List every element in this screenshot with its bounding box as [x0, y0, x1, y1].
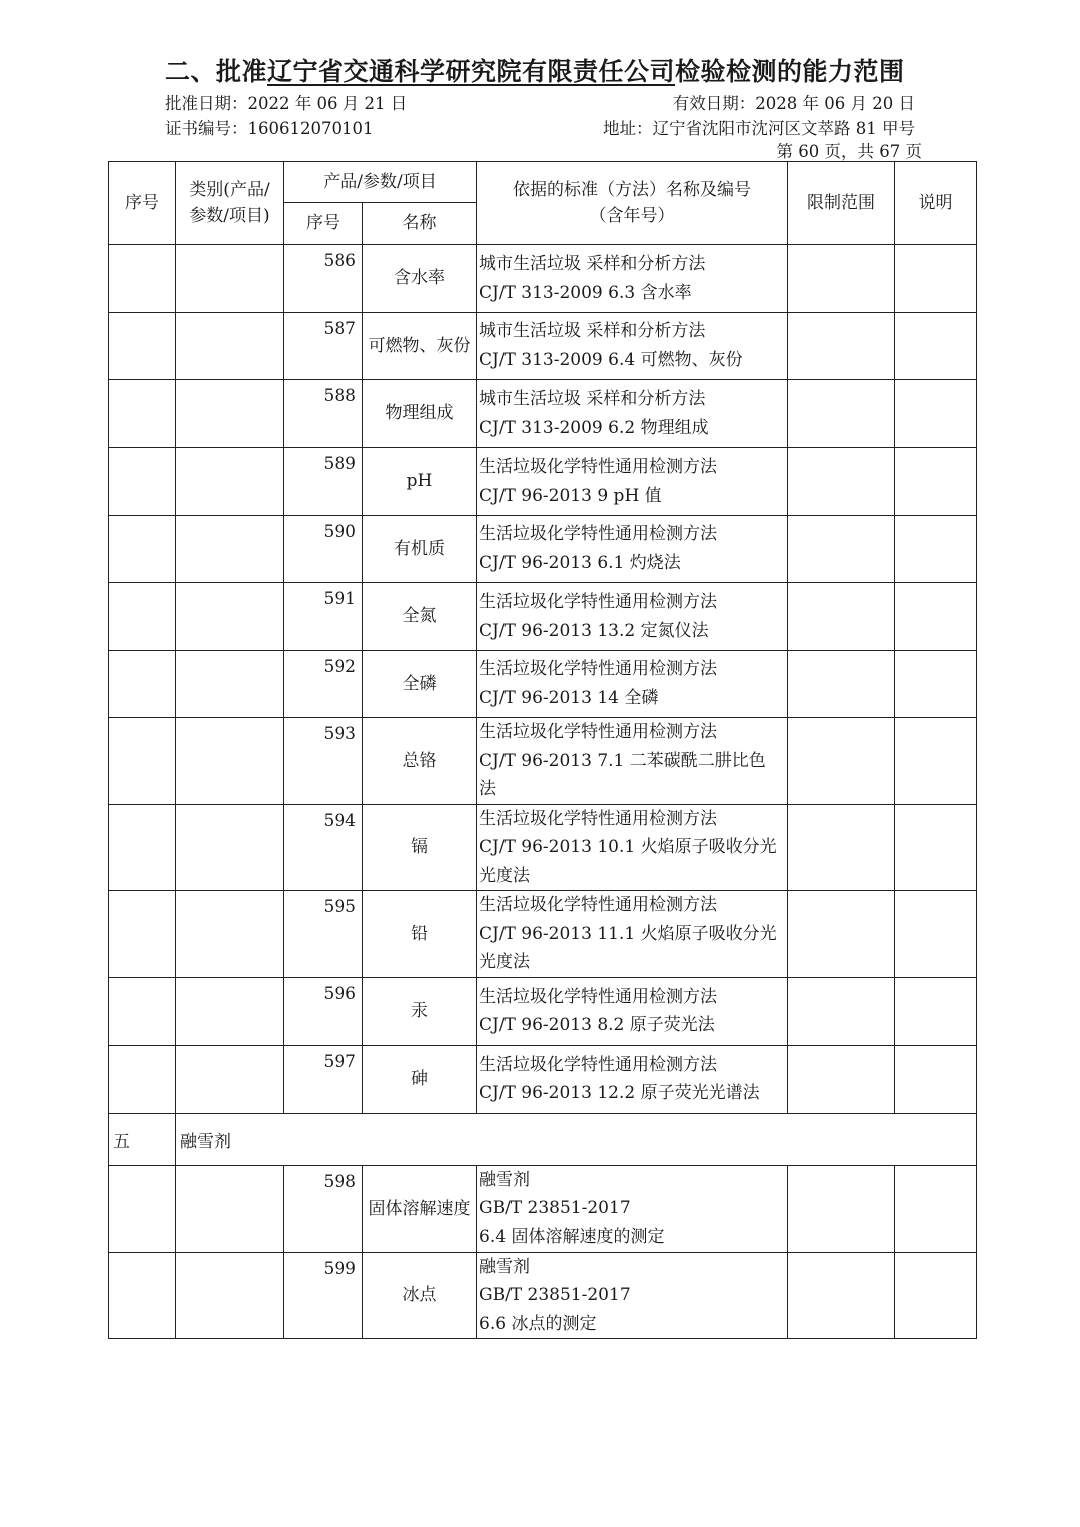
header-seq: 序号 [109, 162, 176, 245]
cat-seq-cell [109, 977, 176, 1045]
standard-cell [477, 977, 788, 1045]
category-cell [176, 313, 284, 380]
category-cell [176, 804, 284, 891]
standard-cell [477, 804, 788, 891]
limit-cell [788, 1165, 895, 1252]
standard-cell [477, 891, 788, 978]
item-number: 594 [284, 804, 363, 891]
item-name: 汞 [363, 977, 477, 1045]
cat-seq-cell [109, 245, 176, 313]
category-cell [176, 718, 284, 805]
cat-seq-cell [109, 718, 176, 805]
limit-cell [788, 380, 895, 448]
note-cell [895, 977, 977, 1045]
cat-seq-cell [109, 380, 176, 448]
section-number: 五 [109, 1113, 176, 1165]
item-name: 冰点 [363, 1252, 477, 1339]
category-cell [176, 651, 284, 718]
limit-cell [788, 651, 895, 718]
certificate-number: 证书编号：160612070101 [165, 119, 374, 138]
note-cell [895, 718, 977, 805]
item-name: 含水率 [363, 245, 477, 313]
standard-line: 光度法 [479, 865, 530, 886]
standard-line: 生活垃圾化学特性通用检测方法 [479, 895, 717, 916]
standard-line: CJ/T 96-2013 13.2 定氮仪法 [479, 620, 709, 641]
cat-seq-cell [109, 313, 176, 380]
item-number: 591 [284, 583, 363, 651]
note-cell [895, 1252, 977, 1339]
table-row [109, 583, 977, 651]
category-cell [176, 891, 284, 978]
table-row [109, 1045, 977, 1113]
limit-cell [788, 245, 895, 313]
standard-line: CJ/T 313-2009 6.3 含水率 [479, 282, 692, 303]
category-cell [176, 1045, 284, 1113]
standard-cell [477, 583, 788, 651]
standard-line: 融雪剂 [479, 1256, 530, 1277]
table-row [109, 718, 977, 805]
standard-line: 生活垃圾化学特性通用检测方法 [479, 591, 717, 612]
standard-line: 生活垃圾化学特性通用检测方法 [479, 1054, 717, 1075]
note-cell [895, 1165, 977, 1252]
standard-line: 6.4 固体溶解速度的测定 [479, 1227, 665, 1248]
note-cell [895, 313, 977, 380]
standard-line: 城市生活垃圾 采样和分析方法 [479, 321, 706, 342]
table-row [109, 651, 977, 718]
category-cell [176, 448, 284, 516]
table-row [109, 448, 977, 516]
standard-cell [477, 448, 788, 516]
item-name: 镉 [363, 804, 477, 891]
standard-line: CJ/T 96-2013 10.1 火焰原子吸收分光 [479, 837, 777, 858]
capability-table [108, 161, 977, 1339]
note-cell [895, 651, 977, 718]
header-standard [477, 162, 788, 245]
item-number: 588 [284, 380, 363, 448]
category-cell [176, 380, 284, 448]
cat-seq-cell [109, 448, 176, 516]
standard-line: CJ/T 96-2013 6.1 灼烧法 [479, 553, 681, 573]
note-cell [895, 804, 977, 891]
category-cell [176, 1252, 284, 1339]
note-cell [895, 245, 977, 313]
standard-line: 生活垃圾化学特性通用检测方法 [479, 456, 717, 477]
standard-line: CJ/T 313-2009 6.2 物理组成 [479, 417, 709, 438]
standard-line: 融雪剂 [479, 1169, 530, 1190]
cat-seq-cell [109, 1252, 176, 1339]
item-number: 592 [284, 651, 363, 718]
standard-line: GB/T 23851-2017 [479, 1285, 631, 1306]
item-name: pH [363, 448, 477, 516]
document-title [165, 52, 925, 88]
cat-seq-cell [109, 651, 176, 718]
valid-date: 有效日期：2028 年 06 月 20 日 [672, 94, 915, 113]
standard-line: 法 [479, 779, 496, 800]
category-cell [176, 583, 284, 651]
header-sub-name: 名称 [363, 203, 477, 245]
note-cell [895, 516, 977, 583]
item-number: 598 [284, 1165, 363, 1252]
limit-cell [788, 516, 895, 583]
standard-line: CJ/T 96-2013 8.2 原子荧光法 [479, 1015, 715, 1036]
standard-cell [477, 245, 788, 313]
table-row [109, 516, 977, 583]
category-cell [176, 245, 284, 313]
limit-cell [788, 1045, 895, 1113]
cat-seq-cell [109, 1045, 176, 1113]
item-name: 铅 [363, 891, 477, 978]
standard-line: 城市生活垃圾 采样和分析方法 [479, 388, 706, 409]
standard-cell [477, 1165, 788, 1252]
table-row [109, 380, 977, 448]
category-cell [176, 516, 284, 583]
standard-cell [477, 313, 788, 380]
standard-cell [477, 380, 788, 448]
limit-cell [788, 977, 895, 1045]
note-cell [895, 1045, 977, 1113]
standard-line: 生活垃圾化学特性通用检测方法 [479, 808, 717, 829]
standard-line: CJ/T 96-2013 9 pH 值 [479, 485, 662, 506]
limit-cell [788, 448, 895, 516]
section-name: 融雪剂 [176, 1113, 977, 1165]
item-name: 砷 [363, 1045, 477, 1113]
standard-cell [477, 1252, 788, 1339]
note-cell [895, 583, 977, 651]
standard-line: CJ/T 96-2013 11.1 火焰原子吸收分光 [479, 923, 777, 944]
standard-line: 光度法 [479, 952, 530, 973]
table-row [109, 804, 977, 891]
item-name: 固体溶解速度 [363, 1165, 477, 1252]
header-standard-text: 依据的标准（方法）名称及编号（含年号） [513, 179, 751, 226]
title-organization: 辽宁省交通科学研究院有限责任公司 [267, 57, 676, 86]
table-row [109, 1252, 977, 1339]
item-number: 599 [284, 1252, 363, 1339]
item-name: 有机质 [363, 516, 477, 583]
section-row [109, 1113, 977, 1165]
category-cell [176, 977, 284, 1045]
standard-line: GB/T 23851-2017 [479, 1198, 631, 1219]
header-note: 说明 [895, 162, 977, 245]
item-name: 全氮 [363, 583, 477, 651]
item-number: 596 [284, 977, 363, 1045]
item-name: 全磷 [363, 651, 477, 718]
table-row [109, 245, 977, 313]
standard-cell [477, 1045, 788, 1113]
standard-line: 生活垃圾化学特性通用检测方法 [479, 986, 717, 1007]
approval-date: 批准日期：2022 年 06 月 21 日 [165, 94, 408, 113]
item-name: 物理组成 [363, 380, 477, 448]
item-name: 总铬 [363, 718, 477, 805]
item-number: 593 [284, 718, 363, 805]
cat-seq-cell [109, 1165, 176, 1252]
table-row [109, 1165, 977, 1252]
item-number: 587 [284, 313, 363, 380]
standard-cell [477, 718, 788, 805]
item-name: 可燃物、灰份 [363, 313, 477, 380]
title-suffix: 检验检测的能力范围 [675, 57, 905, 86]
note-cell [895, 448, 977, 516]
limit-cell [788, 583, 895, 651]
header-category-text: 类别(产品/参数/项目) [189, 179, 270, 226]
standard-line: CJ/T 96-2013 12.2 原子荧光光谱法 [479, 1083, 760, 1104]
limit-cell [788, 804, 895, 891]
note-cell [895, 380, 977, 448]
title-prefix: 二、批准 [165, 57, 268, 86]
item-number: 590 [284, 516, 363, 583]
standard-line: CJ/T 96-2013 14 全磷 [479, 688, 659, 708]
standard-cell [477, 651, 788, 718]
cat-seq-cell [109, 891, 176, 978]
table-row [109, 977, 977, 1045]
item-number: 589 [284, 448, 363, 516]
header-sub-seq: 序号 [284, 203, 363, 245]
standard-line: 6.6 冰点的测定 [479, 1313, 597, 1334]
standard-line: CJ/T 313-2009 6.4 可燃物、灰份 [479, 350, 743, 370]
category-cell [176, 1165, 284, 1252]
table-row [109, 891, 977, 978]
table-row [109, 313, 977, 380]
note-cell [895, 891, 977, 978]
header-category [176, 162, 284, 245]
limit-cell [788, 891, 895, 978]
standard-cell [477, 516, 788, 583]
cat-seq-cell [109, 516, 176, 583]
standard-line: 城市生活垃圾 采样和分析方法 [479, 253, 706, 274]
item-number: 597 [284, 1045, 363, 1113]
cat-seq-cell [109, 583, 176, 651]
header-limit: 限制范围 [788, 162, 895, 245]
item-number: 595 [284, 891, 363, 978]
item-number: 586 [284, 245, 363, 313]
address: 地址：辽宁省沈阳市沈河区文萃路 81 甲号 [603, 119, 915, 138]
limit-cell [788, 313, 895, 380]
header-product-group: 产品/参数/项目 [284, 162, 477, 203]
limit-cell [788, 718, 895, 805]
page-info: 第 60 页，共 67 页 [776, 142, 922, 161]
cat-seq-cell [109, 804, 176, 891]
standard-line: 生活垃圾化学特性通用检测方法 [479, 722, 717, 742]
standard-line: CJ/T 96-2013 7.1 二苯碳酰二肼比色 [479, 750, 766, 771]
seal-stamp-fragment [1062, 205, 1080, 435]
limit-cell [788, 1252, 895, 1339]
standard-line: 生活垃圾化学特性通用检测方法 [479, 659, 717, 680]
standard-line: 生活垃圾化学特性通用检测方法 [479, 524, 717, 545]
